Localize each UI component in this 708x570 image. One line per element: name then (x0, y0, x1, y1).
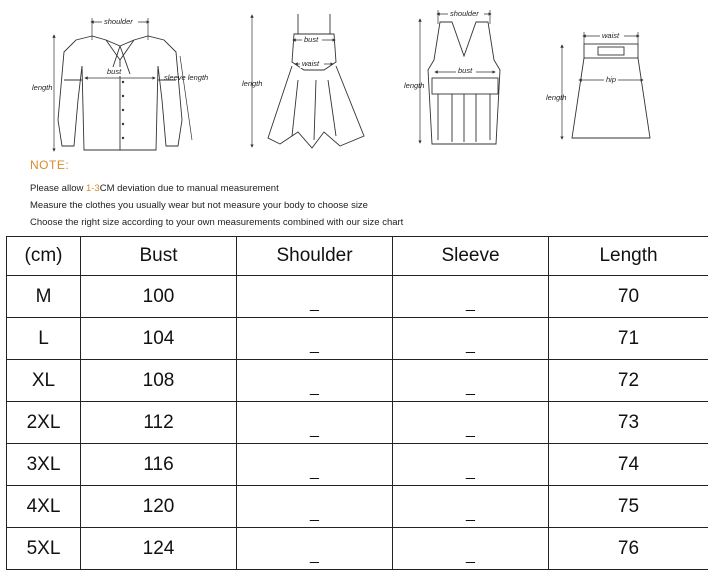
header-unit: (cm) (7, 237, 81, 276)
bust-cell: 112 (81, 402, 237, 444)
table-row (7, 402, 708, 444)
note-line1-suffix: CM deviation due to manual measurement (100, 183, 279, 194)
table-row (7, 318, 708, 360)
size-cell: L (7, 318, 81, 360)
size-cell: XL (7, 360, 81, 402)
bust-cell: 124 (81, 528, 237, 570)
header-shoulder: Shoulder (237, 237, 393, 276)
dress-bust-label: bust (304, 35, 319, 44)
note-line1-highlight: 1-3 (86, 183, 100, 194)
header-sleeve: Sleeve (393, 237, 549, 276)
shoulder-cell: _ (237, 486, 393, 528)
note-line-deviation (30, 180, 403, 197)
sleeve-cell: _ (393, 486, 549, 528)
length-cell: 74 (549, 444, 708, 486)
table-row (7, 486, 708, 528)
length-cell: 71 (549, 318, 708, 360)
shirt-length-label: length (32, 83, 52, 92)
bust-cell: 108 (81, 360, 237, 402)
note-title: NOTE: (30, 158, 403, 172)
shoulder-cell: _ (237, 276, 393, 318)
garment-illustrations (6, 0, 708, 156)
size-cell: M (7, 276, 81, 318)
dress-length-label: length (242, 79, 262, 88)
bust-cell: 120 (81, 486, 237, 528)
length-cell: 76 (549, 528, 708, 570)
note-line1-prefix: Please allow (30, 183, 86, 194)
dress-waist-label: waist (302, 59, 320, 68)
tank-shoulder-label: shoulder (450, 9, 479, 18)
header-length: Length (549, 237, 708, 276)
skirt-illustration (572, 44, 650, 138)
shirt-sleeve-length-label: sleeve length (164, 73, 208, 82)
sleeve-cell: _ (393, 528, 549, 570)
sleeve-cell: _ (393, 444, 549, 486)
bust-cell: 104 (81, 318, 237, 360)
shirt-shoulder-label: shoulder (104, 17, 133, 26)
table-row (7, 528, 708, 570)
shoulder-cell: _ (237, 528, 393, 570)
table-row (7, 360, 708, 402)
shoulder-cell: _ (237, 318, 393, 360)
length-cell: 75 (549, 486, 708, 528)
sleeve-cell: _ (393, 276, 549, 318)
table-row (7, 444, 708, 486)
tank-length-label: length (404, 81, 424, 90)
header-bust: Bust (81, 237, 237, 276)
bust-cell: 100 (81, 276, 237, 318)
shirt-bust-label: bust (107, 67, 122, 76)
size-cell: 4XL (7, 486, 81, 528)
size-cell: 3XL (7, 444, 81, 486)
shoulder-cell: _ (237, 402, 393, 444)
note-line-choose: Choose the right size according to your own measurements combined with our size chart (30, 214, 403, 231)
length-cell: 70 (549, 276, 708, 318)
size-chart-table (6, 236, 708, 570)
bust-cell: 116 (81, 444, 237, 486)
shoulder-cell: _ (237, 444, 393, 486)
skirt-hip-label: hip (606, 75, 616, 84)
table-header-row (7, 237, 708, 276)
skirt-length-label: length (546, 93, 566, 102)
table-row (7, 276, 708, 318)
length-cell: 73 (549, 402, 708, 444)
size-cell: 2XL (7, 402, 81, 444)
sleeve-cell: _ (393, 402, 549, 444)
shoulder-cell: _ (237, 360, 393, 402)
sleeve-cell: _ (393, 318, 549, 360)
length-cell: 72 (549, 360, 708, 402)
size-cell: 5XL (7, 528, 81, 570)
skirt-waist-label: waist (602, 31, 620, 40)
measurement-guide-panel (6, 0, 708, 232)
tank-illustration (428, 22, 500, 144)
tank-bust-label: bust (458, 66, 473, 75)
sleeve-cell: _ (393, 360, 549, 402)
measurement-note (30, 158, 403, 231)
shirt-illustration (58, 36, 182, 150)
note-line-measure: Measure the clothes you usually wear but not measure your body to choose size (30, 197, 403, 214)
shirt-buttons (122, 81, 124, 139)
